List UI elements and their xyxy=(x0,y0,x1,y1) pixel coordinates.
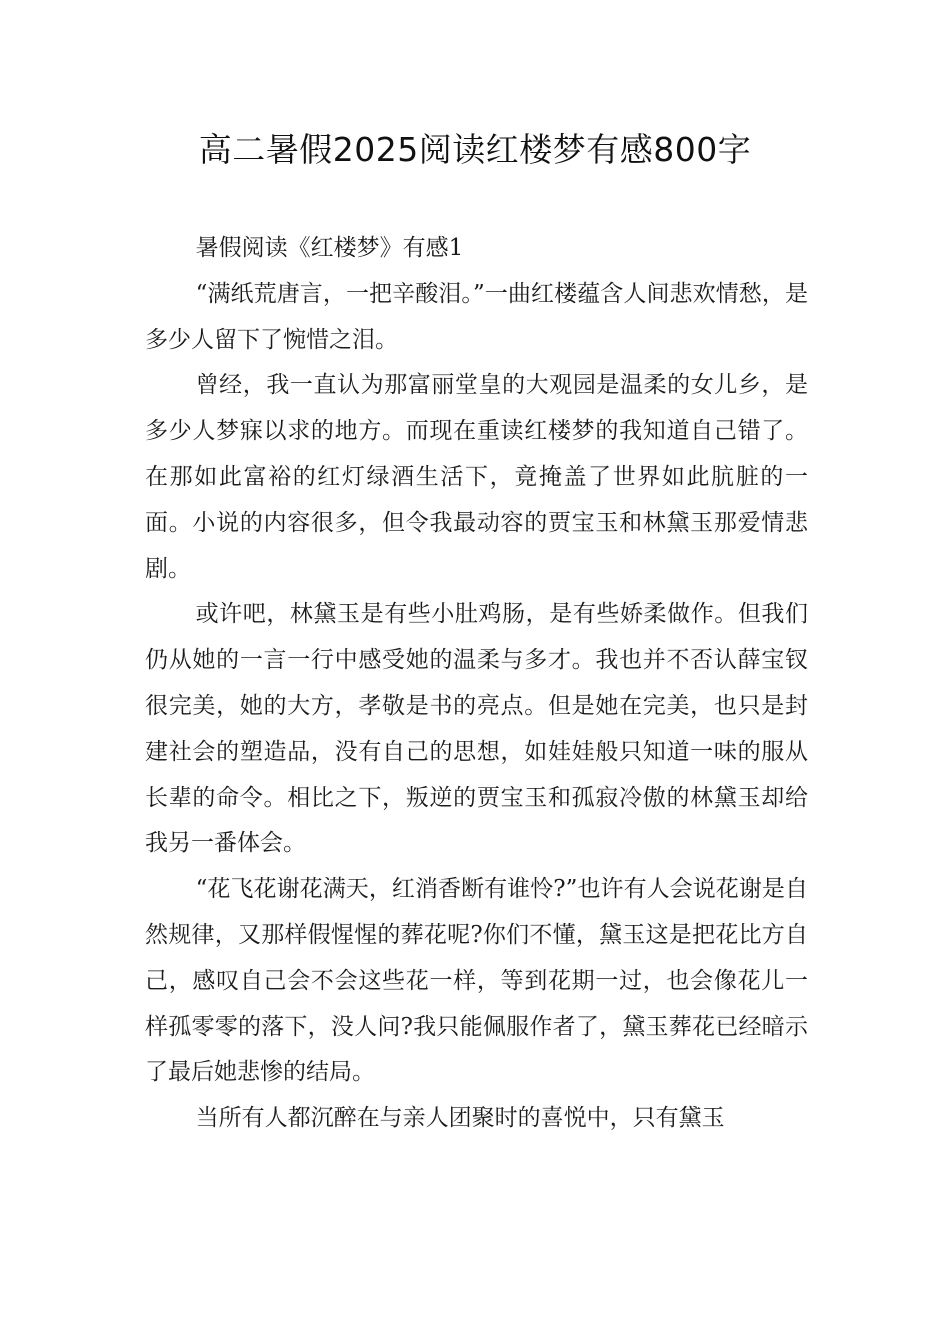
document-body xyxy=(145,226,808,1142)
paragraph: “花飞花谢花满天，红消香断有谁怜?”也许有人会说花谢是自然规律，又那样假惺惺的葬花呢?你们不懂，黛玉这是把花比方自己，感叹自己会不会这些花一样，等到花期一过，也会像花儿一样孤零零的落下，没人问?我只能佩服作者了，黛玉葬花已经暗示了最后她悲惨的结局。 xyxy=(145,876,808,1086)
paragraph: “满纸荒唐言，一把辛酸泪。”一曲红楼蕴含人间悲欢情愁，是多少人留下了惋惜之泪。 xyxy=(145,280,808,353)
section-heading: 暑假阅读《红楼梦》有感1 xyxy=(195,235,464,261)
document-title: 高二暑假2025阅读红楼梦有感800字 xyxy=(198,130,752,169)
paragraph: 当所有人都沉醉在与亲人团聚时的喜悦中，只有黛玉 xyxy=(195,1105,725,1132)
paragraph: 曾经，我一直认为那富丽堂皇的大观园是温柔的女儿乡，是多少人梦寐以求的地方。而现在重读红楼梦的我知道自己错了。在那如此富裕的红灯绿酒生活下，竟掩盖了世界如此肮脏的一面。小说的内容很多，但令我最动容的贾宝玉和林黛玉那爱情悲剧。 xyxy=(145,372,808,582)
paragraph: 或许吧，林黛玉是有些小肚鸡肠，是有些娇柔做作。但我们仍从她的一言一行中感受她的温柔与多才。我也并不否认薛宝钗很完美，她的大方，孝敬是书的亮点。但是她在完美，也只是封建社会的塑造品，没有自己的思想，如娃娃般只知道一味的服从长辈的命令。相比之下，叛逆的贾宝玉和孤寂冷傲的林黛玉却给我另一番体会。 xyxy=(145,601,808,857)
